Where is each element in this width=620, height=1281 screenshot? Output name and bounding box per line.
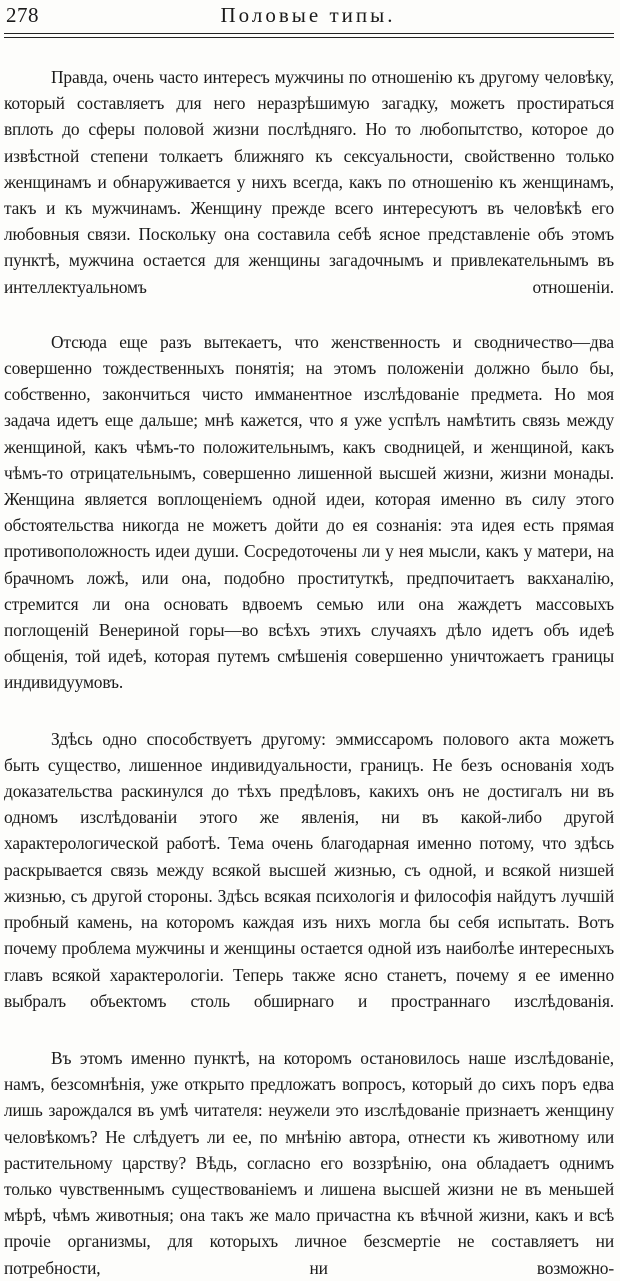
header-rule-bottom [4, 37, 614, 38]
page-header [4, 0, 612, 32]
header-rule-top [4, 33, 614, 34]
paragraph-3: Здѣсь одно способствуетъ другому: эммиссаромъ полового акта можетъ быть существо, лишенное индивидуальности, границъ. Не безъ основанія ходъ доказательства раскинулся до тѣхъ предѣловъ, какихъ онъ не достигалъ ни въ одномъ изслѣдованіи этого же явленія, ни въ какой-либо другой характерологической работѣ. Тема очень благодарная именно потому, что здѣсь раскрывается связь между всякой высшей жизнью, съ одной, и всякой низшей жизнью, съ другой стороны. Здѣсь всякая психологія и философія найдутъ лучшій пробный камень, на которомъ каждая изъ нихъ могла бы себя испытать. Вотъ почему проблема мужчины и женщины остается одной изъ наиболѣе интересныхъ главъ всякой характерологіи. Теперь также ясно станетъ, почему я ее именно выбралъ объектомъ столь обширнаго и пространнаго изслѣдованія. [4, 728, 614, 1011]
running-title: Половые типы. [220, 3, 396, 27]
paragraph-1: Правда, очень часто интересъ мужчины по отношенію къ другому человѣку, который составляетъ для него неразрѣшимую загадку, можетъ простираться вплоть до сферы половой жизни послѣдняго. Но то любопытство, которое до извѣстной степени толкаетъ ближняго къ сексуальности, свойственно только женщинамъ и обнаруживается у нихъ всегда, какъ по отношенію къ женщинамъ, такъ и къ мужчинамъ. Женщину прежде всего интересуютъ въ человѣкѣ его любовныя связи. Поскольку она составила себѣ ясное представленіе объ этомъ пунктѣ, мужчина остается для женщины загадочнымъ и привлекательнымъ въ интеллектуальномъ отношеніи. [4, 67, 614, 297]
body-text [4, 64, 614, 1281]
paragraph-2: Отсюда еще разъ вытекаетъ, что женственность и сводничество—два совершенно тождественныхъ понятія; на этомъ положеніи должно было бы, собственно, закончиться чисто имманентное изслѣдованіе предмета. Но моя задача идетъ еще дальше; мнѣ кажется, что я уже успѣлъ намѣтить связь между женщиной, какъ чѣмъ-то положительнымъ, какъ сводницей, и женщиной, какъ чѣмъ-то отрицательнымъ, совершенно лишенной высшей жизни, жизни монады. Женщина является воплощеніемъ одной идеи, которая именно въ силу этого обстоятельства никогда не можетъ дойти до ея сознанія: эта идея есть прямая противоположность идеи души. Сосредоточены ли у нея мысли, какъ у матери, на брачномъ ложѣ, или она, подобно проституткѣ, предпочитаетъ вакханалію, стремится ли она основать вдвоемъ семью или она жаждетъ массовыхъ поглощеній Венериной горы—во всѣхъ этихъ случаяхъ дѣло идетъ объ идеѣ общенія, той идеѣ, которая путемъ смѣшенія совершенно уничтожаетъ границы индивидуумовъ. [4, 331, 614, 693]
page-number: 278 [6, 3, 39, 27]
paragraph-4: Въ этомъ именно пунктѣ, на которомъ остановилось наше изслѣдованіе, намъ, безсомнѣнія, уже открыто предложатъ вопросъ, который до сихъ поръ едва лишь зарождался въ умѣ читателя: неужели это изслѣдованіе признаетъ женщину человѣкомъ? Не слѣдуетъ ли ее, по мнѣнію автора, отнести къ животному или растительному царству? Вѣдь, согласно его воззрѣнію, она обладаетъ однимъ только чувственнымъ существованіемъ и лишена высшей жизни не въ меньшей мѣрѣ, чѣмъ животныя; она такъ же мало причастна къ вѣчной жизни, какъ и всѣ прочіе организмы, для которыхъ личное безсмертіе не составляетъ ни потребности, ни возможно- [4, 1047, 614, 1278]
